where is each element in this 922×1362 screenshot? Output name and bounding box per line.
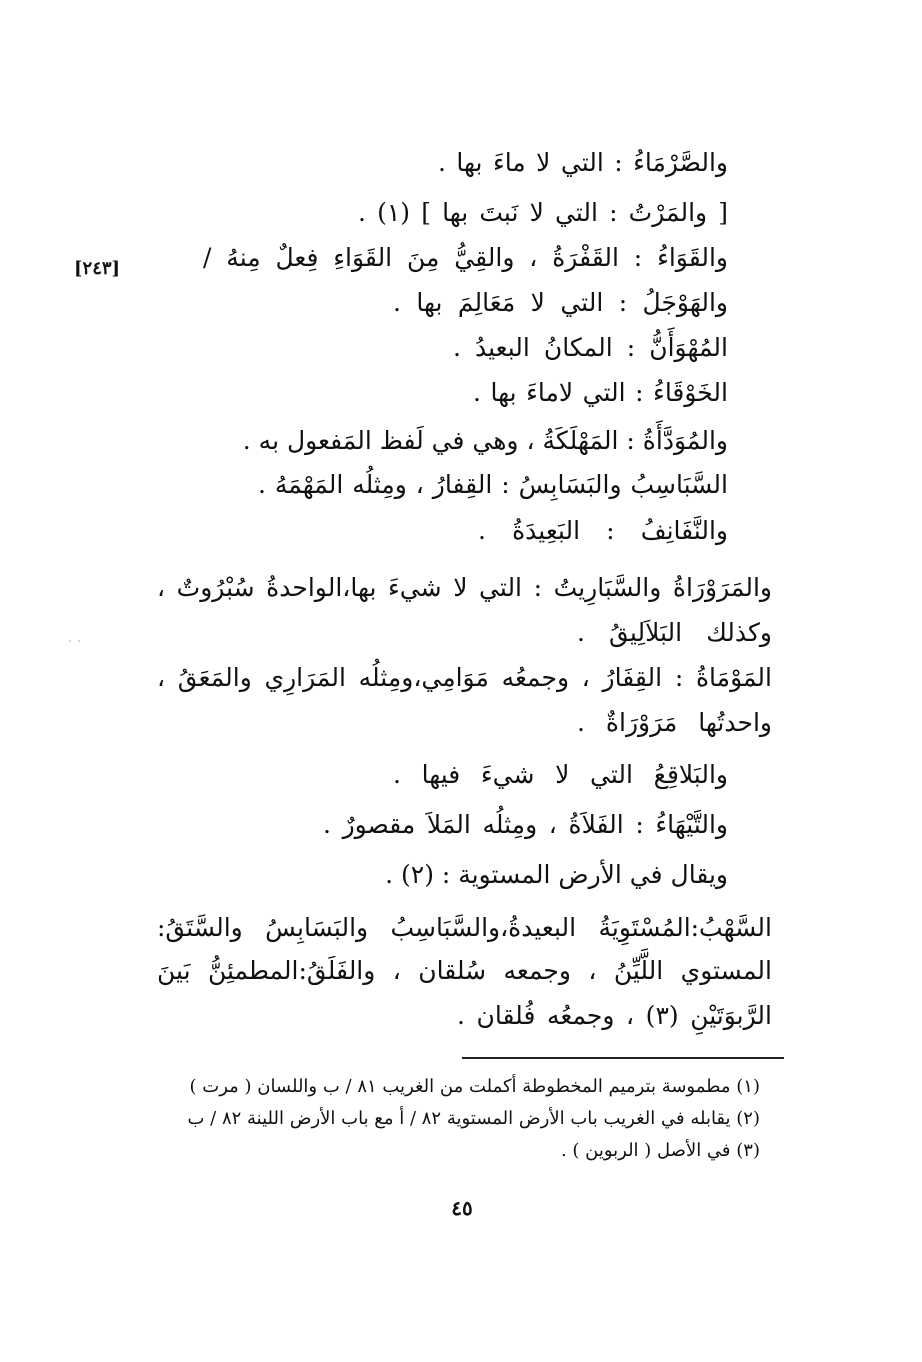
text-line: والبَلاقِعُ التي لا شيءَ فيها . <box>393 760 728 789</box>
text-line: والنَّفَانِفُ : البَعِيدَةُ . <box>478 516 728 545</box>
text-line: والمُوَدَّأَةُ : المَهْلَكَةُ ، وهي في لَفظ المَفعول به . <box>242 426 728 455</box>
footnote: (٣) في الأصل ( الربوين ) . <box>560 1140 760 1161</box>
text-line: [ والمَرْتُ : التي لا نَبتَ بها ] (١) . <box>358 198 728 227</box>
footnote: (٢) يقابله في الغريب باب الأرض المستوية ٨٢ / أ مع باب الأرض اللينة ٨٢ / ب <box>187 1108 760 1129</box>
text-line: السَّبَاسِبُ والبَسَابِسُ : القِفارُ ، ومِثلُه المَهْمَهُ . <box>258 470 728 499</box>
text-line: وكذلك البَلاَلِيقُ . <box>577 618 772 647</box>
text-line: والقَوَاءُ : القَفْرَةُ ، والقِيُّ مِنَ القَوَاءِ فِعلٌ مِنهُ / <box>203 243 728 272</box>
text-line: والمَرَوْرَاةُ والسَّبَارِيتُ : التي لا شيءَ بها،الواحدةُ سُبْرُوتٌ ، <box>157 573 772 602</box>
text-line: والهَوْجَلُ : التي لا مَعَالِمَ بها . <box>393 288 728 317</box>
text-line: واحدتُها مَرَوْرَاةٌ . <box>577 708 772 737</box>
text-line: المَوْمَاةُ : القِفَارُ ، وجمعُه مَوَامِي،ومِثلُه المَرَارِي والمَعَقُ ، <box>157 663 772 692</box>
paper-speck: · · <box>68 634 82 650</box>
text-line: والصَّرْمَاءُ : التي لا ماءَ بها . <box>438 148 728 177</box>
text-line: السَّهْبُ:المُسْتَوِيَةُ البعيدةُ،والسَّبَاسِبُ والبَسَابِسُ والسَّتَقُ: <box>157 913 772 942</box>
text-line: ويقال في الأرض المستوية : (٢) . <box>385 860 728 889</box>
text-line: والتَّيْهَاءُ : الفَلاَةُ ، ومِثلُه المَلاَ مقصورٌ . <box>323 810 728 839</box>
page-number: ٤٥ <box>451 1196 473 1220</box>
text-line: الخَوْقَاءُ : التي لاماءَ بها . <box>473 378 728 407</box>
text-line: الرَّبوَتَيْنِ (٣) ، وجمعُه فُلقان . <box>457 1001 773 1030</box>
margin-page-reference: [٢٤٣] <box>74 258 121 279</box>
text-line: المستوي اللَّيِّنُ ، وجمعه سُلقان ، والفَلَقُ:المطمئِنُّ بَينَ <box>157 956 772 985</box>
footnote-separator <box>462 1057 784 1059</box>
text-line: المُهْوَأَنُّ : المكانُ البعيدُ . <box>453 333 728 362</box>
footnote: (١) مطموسة بترميم المخطوطة أكملت من الغريب ٨١ / ب واللسان ( مرت ) <box>189 1076 760 1097</box>
